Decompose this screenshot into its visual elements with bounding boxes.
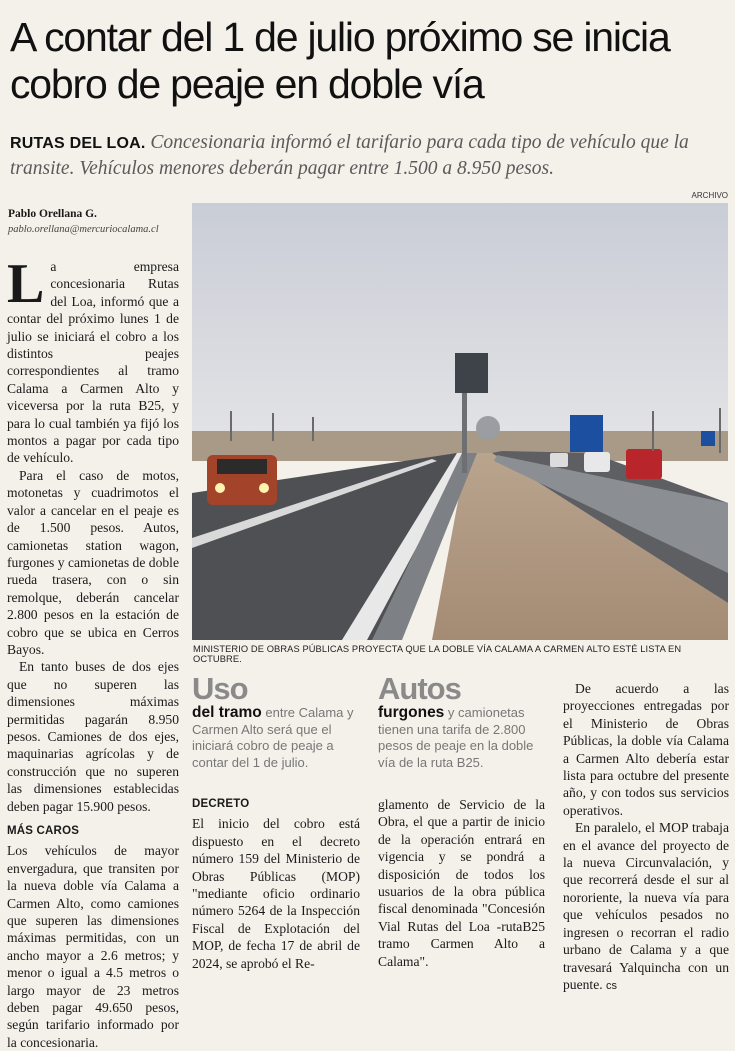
headline: A contar del 1 de julio próximo se inicia cobro de peaje en doble vía [10,14,670,107]
paragraph: glamento de Servicio de la Obra, el que a partir de inicio de la operación entrará en vigencia y se pondrá a disposición de todos los usuarios de la obra pública fiscal denominada "Concesión Vial Rutas del Loa -rutaB25 tramo Carmen Alto a Calama". [378,797,545,969]
lead-paragraph: La empresa concesionaria Rutas del Loa, informó que a contar del próximo lunes 1 de julio se iniciará el cobro a los distintos peajes correspondientes al tramo Calama a Carmen Alto y viceversa por la ruta B25, y para lo cual también ya fijó los montos a pagar por cada tipo de vehículo. [7,253,179,466]
article-column-2 [192,796,360,972]
highway-photo [192,203,728,640]
photo-credit: ARCHIVO [691,191,728,200]
byline-author: Pablo Orellana G. [8,208,97,220]
paragraph: El inicio del cobro está dispuesto en el decreto número 159 del Ministerio de Obras Públicas (MOP) "mediante oficio ordinario número 5264 de la Inspección Fiscal de Explotación del MOP, de fecha 17 de abril de 2024, se aprobó el Re- [192,816,360,971]
photo-caption: MINISTERIO DE OBRAS PÚBLICAS PROYECTA QUE LA DOBLE VÍA CALAMA A CARMEN ALTO ESTÉ LISTA EN OCTUBRE. [193,644,682,664]
paragraph: Los vehículos de mayor envergadura, que transiten por la nueva doble vía Calama a Carmen Alto, como camiones que superen las dimensiones máximas permitidas, con un ancho mayor a 2.6 metros; y menor o igual a 4.5 metros o largo mayor de 23 metros deben pagar 49.650 pesos, según tarifario informado por la concesionaria. [7,843,179,1050]
highlight-word: Uso [192,671,248,706]
article-column-4 [563,680,729,995]
highlight-word: Autos [378,671,461,706]
deck-text: Concesionaria informó el tarifario para cada tipo de vehículo que la transite. Vehículos menores deberán pagar entre 1.500 a 8.950 pesos. [10,132,689,179]
highlight-body: del tramo entre Calama y Carmen Alto será que el iniciará cobro de peaje a contar del 1 de julio. [192,704,354,770]
end-mark: cs [606,979,618,992]
byline-email: pablo.orellana@mercuriocalama.cl [8,224,159,235]
article-column-3 [378,796,545,970]
subhead-mas-caros: MÁS CAROS [7,825,80,837]
deck [10,130,730,181]
paragraph: De acuerdo a las proyecciones entregadas por el Ministerio de Obras Públicas, la doble vía Calama a Carmen Alto debería estar lista para octubre del presente año, y con todos sus servicios operativos. [563,681,729,818]
article-column-1 [7,253,179,1051]
paragraph: En tanto buses de dos ejes que no superen las dimensiones máximas permitidas pagarán 8.950 pesos. Camiones de dos ejes, maquinarias agrícolas y de construcción que no superen las dimensiones establecidas deben pagar 15.900 pesos. [7,659,179,814]
deck-kicker: RUTAS DEL LOA. [10,135,146,152]
paragraph: Para el caso de motos, motonetas y cuadrimotos el valor a cancelar en el peaje es de 1.500 pesos. Autos, camionetas station wagon, furgones y camionetas de doble rueda trasera, con o sin remolque, deberán cancelar 2.800 pesos en la estación de cobro que se ubica en Cerros Bayos. [7,467,179,657]
subhead-decreto: DECRETO [192,798,250,810]
highlight-box-uso [192,673,367,771]
highlight-box-autos [378,673,553,771]
paragraph: En paralelo, el MOP trabaja en el avance del proyecto de la nueva Circunvalación, y que recorrerá desde el sur al nororiente, la nueva vía para que vehículos pesados no ingresen o recorran el radio urbano de Calama y a que travesará Yalquincha con un puente. cs [563,820,729,992]
highlight-body: furgones y camionetas tienen una tarifa de 2.800 pesos de peaje en la doble vía de la ruta B25. [378,704,534,770]
dropcap: L [7,253,45,315]
